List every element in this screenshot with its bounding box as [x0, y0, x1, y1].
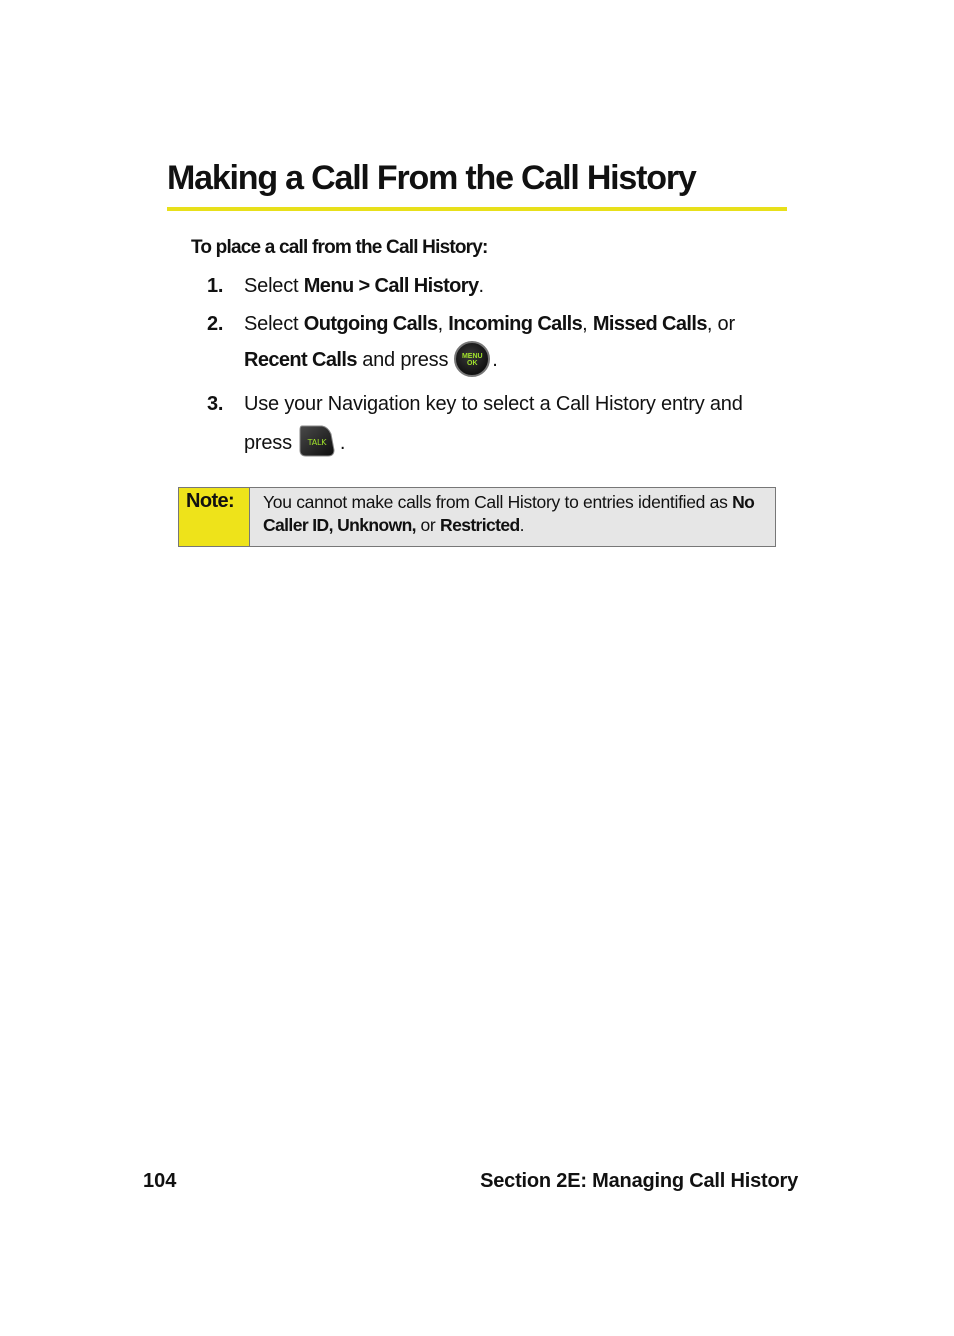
page-number: 104: [143, 1170, 177, 1192]
menu-path: Menu > Call History: [303, 275, 479, 297]
option-missed-calls: Missed Calls: [592, 313, 707, 335]
step-3: [207, 385, 777, 463]
step-number: 2.: [207, 313, 224, 335]
option-incoming-calls: Incoming Calls: [448, 313, 583, 335]
section-title: Section 2E: Managing Call History: [480, 1170, 798, 1192]
step-1: [207, 268, 777, 304]
talk-key-label: TALK: [307, 437, 327, 447]
step-number: 1.: [207, 275, 224, 297]
step-text: Select Outgoing Calls, Incoming Calls, Missed Calls, or Recent Calls and press MENU OK .: [244, 306, 777, 379]
option-recent-calls: Recent Calls: [244, 349, 357, 371]
instructions-intro: To place a call from the Call History:: [191, 237, 488, 258]
title-underline: [167, 207, 787, 211]
talk-key-icon: [298, 424, 336, 456]
option-outgoing-calls: Outgoing Calls: [303, 313, 438, 335]
note-label: Note:: [179, 488, 250, 546]
note-text: You cannot make calls from Call History to entries identified as No Caller ID, Unknown, or Restricted.: [263, 492, 755, 535]
page-title: Making a Call From the Call History: [167, 159, 696, 197]
step-text: Select Menu > Call History.: [244, 275, 484, 297]
note-box: [178, 487, 776, 547]
step-text: Use your Navigation key to select a Call History entry and press TALK .: [244, 393, 743, 454]
step-number: 3.: [207, 393, 224, 415]
step-2: [207, 306, 777, 379]
menu-ok-key-icon: MENU OK: [454, 341, 490, 377]
